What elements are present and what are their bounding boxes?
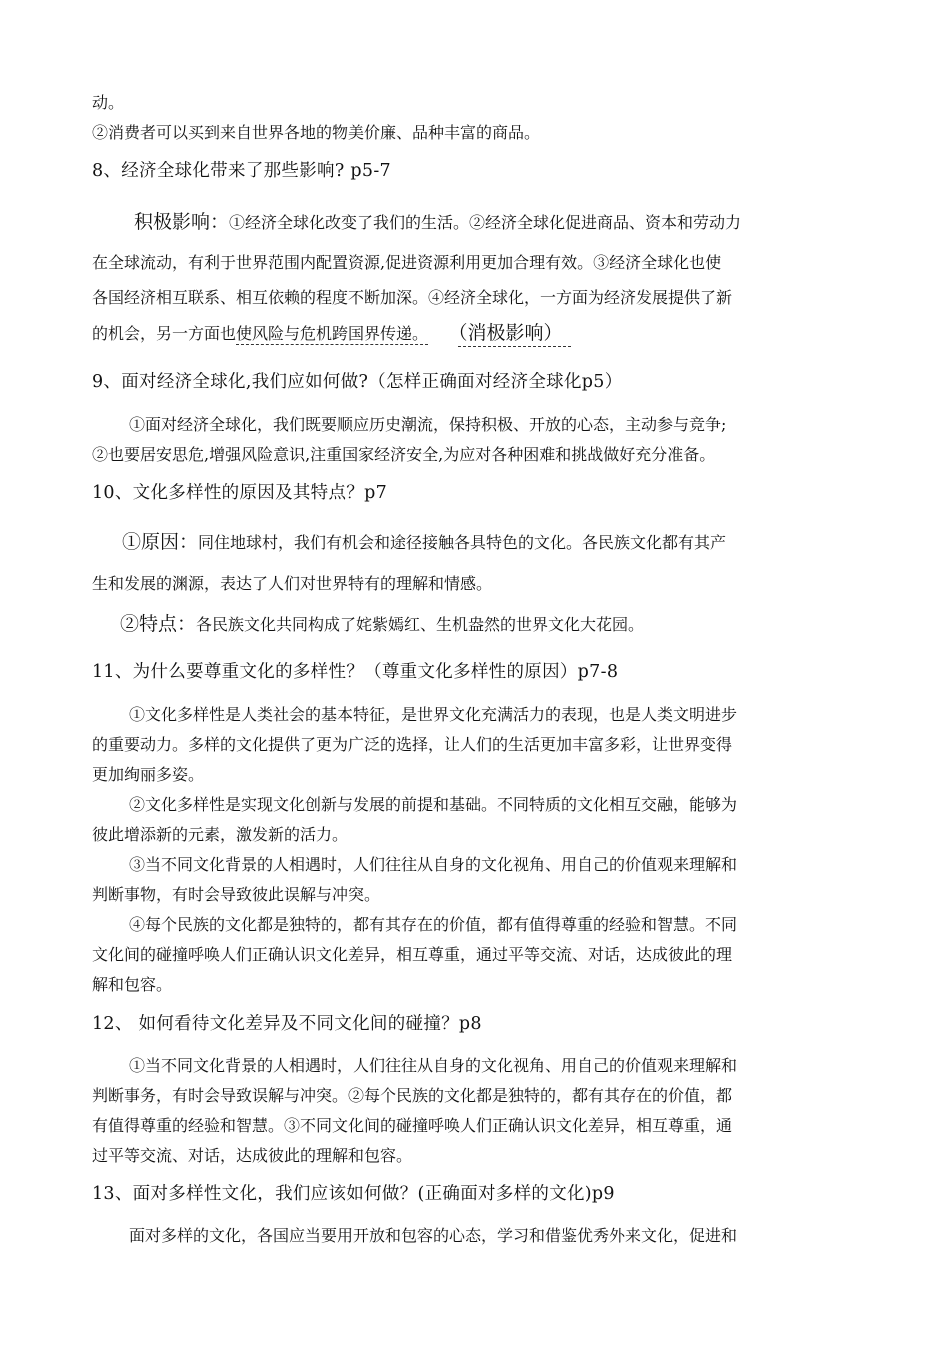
answer-11-line: ③当不同文化背景的人相遇时，人们往往从自身的文化视角、用自己的价值观来理解和 xyxy=(129,855,738,874)
answer-11-line: 彼此增添新的元素，激发新的活力。 xyxy=(92,825,349,844)
answer-12-line: 判断事务，有时会导致误解与冲突。②每个民族的文化都是独特的，都有其存在的价值，都 xyxy=(92,1086,733,1105)
answer-text: 的机会，另一方面也 xyxy=(92,324,237,343)
answer-13-line: 面对多样的文化，各国应当要用开放和包容的心态，学习和借鉴优秀外来文化，促进和 xyxy=(129,1226,738,1245)
answer-10-reason-line-1 xyxy=(122,531,726,554)
answer-10-reason-line-2: 生和发展的渊源，表达了人们对世界特有的理解和情感。 xyxy=(92,574,493,593)
answer-8-line-2: 在全球流动，有利于世界范围内配置资源,促进资源利用更加合理有效。③经济全球化也使 xyxy=(92,253,722,272)
text-line: ②消费者可以买到来自世界各地的物美价廉、品种丰富的商品。 xyxy=(92,123,541,142)
answer-9-line-1: ①面对经济全球化，我们既要顺应历史潮流，保持积极、开放的心态，主动参与竞争; xyxy=(129,415,727,434)
answer-8-line-1 xyxy=(134,211,741,234)
answer-text: 同住地球村，我们有机会和途径接触各具特色的文化。各民族文化都有其产 xyxy=(198,533,727,552)
answer-text: 各民族文化共同构成了姹紫嫣红、生机盎然的世界文化大花园。 xyxy=(196,615,645,634)
answer-11-line: 更加绚丽多姿。 xyxy=(92,765,205,784)
reason-label: ①原因： xyxy=(122,531,199,553)
negative-impact-label: （消极影响） xyxy=(458,322,571,347)
question-9-heading: 9、面对经济全球化,我们应如何做?（怎样正确面对经济全球化p5） xyxy=(92,372,623,392)
answer-8-line-3: 各国经济相互联系、相互依赖的程度不断加深。④经济全球化，一方面为经济发展提供了新 xyxy=(92,288,733,307)
feature-label: ②特点： xyxy=(120,613,197,635)
text-line: 动。 xyxy=(92,93,125,112)
question-8-heading: 8、经济全球化带来了那些影响? p5-7 xyxy=(92,161,391,181)
answer-10-feature-line xyxy=(120,613,644,636)
underlined-text: 使风险与危机跨国界传递。 xyxy=(236,324,429,343)
answer-11-line: ①文化多样性是人类社会的基本特征，是世界文化充满活力的表现，也是人类文明进步 xyxy=(129,705,738,724)
question-10-heading: 10、文化多样性的原因及其特点？p7 xyxy=(92,483,388,503)
answer-9-line-2: ②也要居安思危,增强风险意识,注重国家经济安全,为应对各种困难和挑战做好充分准备。 xyxy=(92,445,716,464)
answer-12-line: ①当不同文化背景的人相遇时，人们往往从自身的文化视角、用自己的价值观来理解和 xyxy=(129,1056,738,1075)
answer-11-line: 判断事物，有时会导致彼此误解与冲突。 xyxy=(92,885,381,904)
answer-11-line: 文化间的碰撞呼唤人们正确认识文化差异，相互尊重，通过平等交流、对话，达成彼此的理 xyxy=(92,945,733,964)
answer-12-line: 有值得尊重的经验和智慧。③不同文化间的碰撞呼唤人们正确认识文化差异，相互尊重，通 xyxy=(92,1116,733,1135)
answer-11-line: ②文化多样性是实现文化创新与发展的前提和基础。不同特质的文化相互交融，能够为 xyxy=(129,795,738,814)
question-13-heading: 13、面对多样性文化，我们应该如何做？(正确面对多样的文化)p9 xyxy=(92,1184,615,1204)
answer-8-line-4 xyxy=(92,322,571,345)
answer-text: ①经济全球化改变了我们的生活。②经济全球化促进商品、资本和劳动力 xyxy=(229,213,742,232)
question-12-heading: 12、 如何看待文化差异及不同文化间的碰撞？p8 xyxy=(92,1014,482,1034)
question-11-heading: 11、为什么要尊重文化的多样性？（尊重文化多样性的原因）p7-8 xyxy=(92,662,619,682)
answer-11-line: ④每个民族的文化都是独特的，都有其存在的价值，都有值得尊重的经验和智慧。不同 xyxy=(129,915,738,934)
answer-11-line: 解和包容。 xyxy=(92,975,173,994)
positive-impact-label: 积极影响： xyxy=(134,211,230,233)
answer-12-line: 过平等交流、对话，达成彼此的理解和包容。 xyxy=(92,1146,413,1165)
answer-11-line: 的重要动力。多样的文化提供了更为广泛的选择，让人们的生活更加丰富多彩，让世界变得 xyxy=(92,735,733,754)
